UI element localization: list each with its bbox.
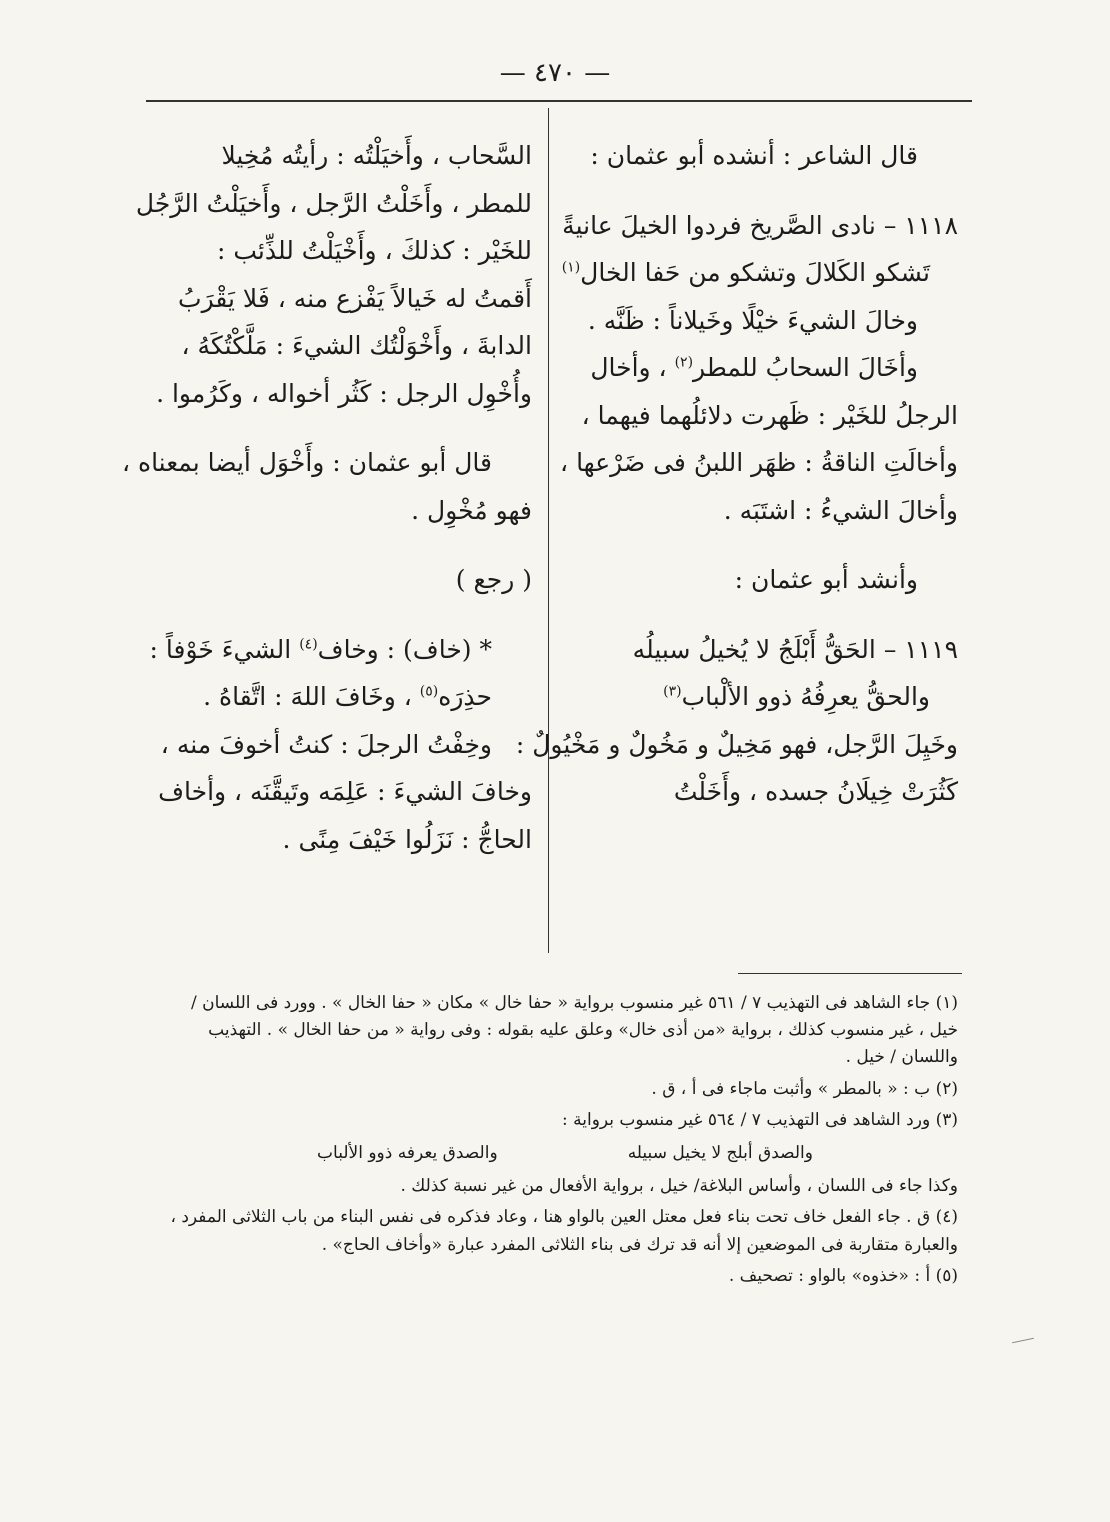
text-line: وأُخْوِل الرجل : كَثُر أخواله ، وكَرُموا . [156,378,532,408]
page-number: — ٤٧٠ — [499,58,611,88]
verse-1119: ١١١٩ – الحَقُّ أَبْلَجُ لا يُخيلُ سبيلُه [632,634,958,664]
text-fragment: * (خاف) : وخاف [317,634,492,664]
text-line: الدابةَ ، وأَخْوَلْتُك الشيءَ : مَلَّكْتُكَهُ ، [181,331,532,360]
text-line [566,344,958,392]
text-fragment: ، وخَافَ اللهَ : اتَّقاهُ . [203,682,412,711]
text-line: وخَيِلَ الرَّجل، فهو مَخِيلٌ و مَخُولٌ و مَخْيُولٌ : [515,729,958,759]
verse-text: والحقُّ يعرِفُهُ ذوو الألْباب [681,682,930,711]
footnote-line: والعبارة متقاربة فى الموضعين إلا أنه قد ترك فى بناء الثلاثى المفرد عبارة «وأخاف الحاج» . [321,1234,958,1255]
text-line: فهو مُخْوِل . [411,495,532,525]
footnote-line: واللسان / خيل . [845,1047,958,1068]
text-line: قال الشاعر : أنشده أبو عثمان : [590,141,918,170]
text-line: للخَيْر : كذلكَ ، وأَخْيَلْتُ للذِّئب : [216,236,532,265]
verse-hemistich: والصدق يعرفه ذوو الألباب [317,1142,498,1163]
text-line: وخافَ الشيءَ : عَلِمَه وتَيقَّنَه ، وأخاف [158,777,532,806]
text-line: وأخالَتِ الناقةُ : ظهَر اللبنُ فى ضَرْعها ، [560,448,958,477]
text-line: وخالَ الشيءَ خيْلًا وخَيلاناً : ظَنَّه . [587,305,918,335]
footnote-line: (١) جاء الشاهد فى التهذيب ٧ / ٥٦١ غير منسوب برواية « حفا خال » مكان « حفا الخال » . وورد فى اللسان / [191,993,958,1013]
text-fragment: وأخَالَ السحابُ للمطر [693,353,918,382]
section-marker: ( رجع ) [455,565,532,594]
text-line: كَثُرَتْ خِيلَانُ جسده ، وأَخَلْتُ [673,777,958,806]
footnote-4 [152,1204,958,1258]
footnote-ref: (٤) [299,636,318,653]
footnote-2: (٢) ب : « بالمطر » وأثبت ماجاء فى أ ، ق . [651,1078,958,1099]
footnote-line: وكذا جاء فى اللسان ، وأساس البلاغة/ خيل ، برواية الأفعال من غير نسبة كذلك . [400,1176,958,1197]
right-column [515,132,958,816]
text-line: السَّحاب ، وأَخيَلْتُه : رأيتُه مُخِيلا [221,141,532,170]
text-line: وأخالَ الشيءُ : اشتَبَه . [723,495,958,525]
footnotes [152,990,958,1294]
text-line [149,626,532,674]
verse-1118: ١١١٨ – نادى الصَّريخ فردوا الخيلَ عانيةً [562,210,958,240]
footnote-rule [738,973,962,974]
footnote-ref: (٢) [674,354,694,371]
verse-text: تَشكو الكَلالَ وتشكو من حَفا الخال [580,258,930,287]
footnote-line: (٤) ق . جاء الفعل خاف تحت بناء فعل معتل العين بالواو هنا ، وعاد فذكره فى نفس البناء من باب الثلاثى المفرد ، [170,1207,958,1228]
text-line: وخِفْتُ الرجلَ : كنتُ أخوفَ منه ، [160,729,492,759]
text-line: أَقمتُ له خَيالاً يَفْزع منه ، فَلا يَقْرَبُ [178,283,532,313]
footnote-ref: (١) [561,259,581,276]
footnote-5: (٥) أ : «خذوه» بالواو : تصحيف . [728,1265,958,1286]
text-line: قال أبو عثمان : وأَخْوَل أيضا بمعناه ، [121,448,492,477]
text-fragment: حذِرَه [438,682,492,711]
scan-mark [1012,1338,1034,1344]
text-fragment: الشيءَ خَوْفاً : [149,634,292,664]
text-line: للمطر ، وأَخَلْتُ الرَّجل ، وأَخيَلْتُ الرَّجُل [135,188,532,218]
verse-hemistich: والصدق أبلج لا يخيل سبيله [627,1142,813,1163]
text-line: الرجلُ للخَيْر : ظَهرت دلائلُهما فيهما ، [581,400,958,430]
text-fragment: ، وأخال [590,353,667,382]
text-line [152,673,532,721]
footnote-ref: (٥) [419,683,439,700]
column-divider [548,108,549,953]
footnote-3 [152,1107,958,1201]
header-rule [146,100,972,102]
footnote-1 [152,990,958,1072]
footnote-verse [152,1134,958,1173]
left-column [121,132,532,863]
footnote-line: خيل ، غير منسوب كذلك ، برواية «من أذى خال» وعلق عليه بقوله : وفى رواية « من حفا الخال » . التهذيب [208,1020,958,1041]
footnote-ref: (٣) [663,683,682,700]
text-line: وأنشد أبو عثمان : [734,565,918,594]
verse-1119-second-hemistich [566,673,958,721]
text-line: الحاجُّ : نَزَلُوا خَيْفَ مِنًى . [282,824,532,854]
verse-1118-second-hemistich [561,249,958,297]
footnote-line: (٣) ورد الشاهد فى التهذيب ٧ / ٥٦٤ غير منسوب برواية : [562,1109,958,1130]
